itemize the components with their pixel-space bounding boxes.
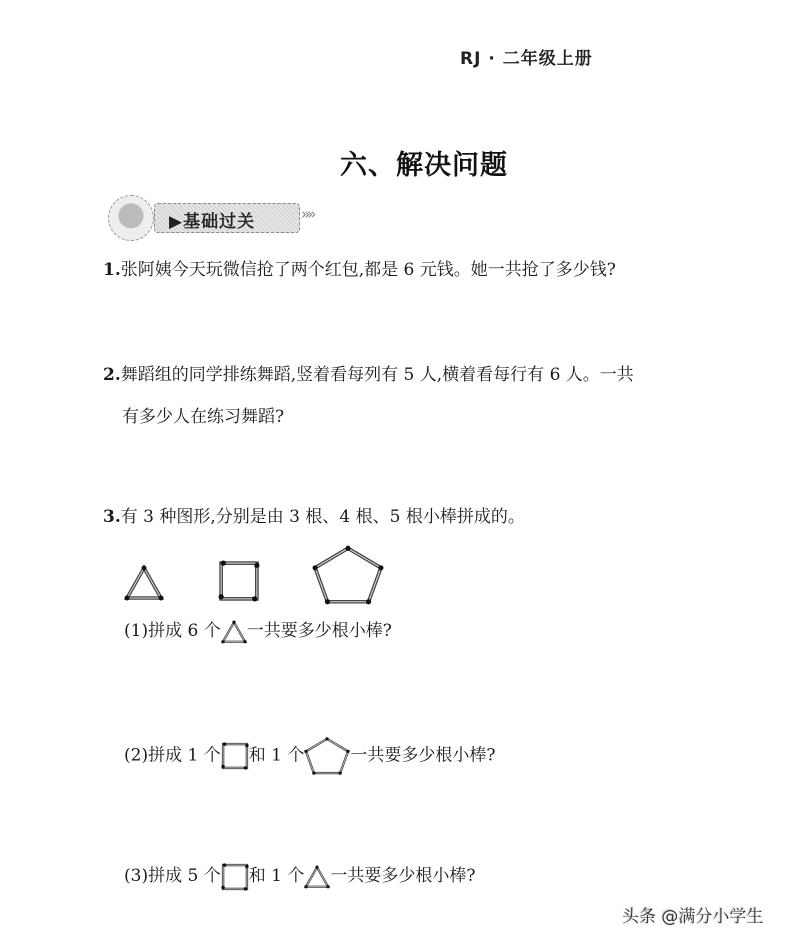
triangle-icon (304, 865, 330, 889)
question-number: 1. (103, 260, 121, 280)
sub-question-middle: 和 1 个 (248, 745, 305, 766)
badge-label: ▶基础过关 (169, 212, 256, 232)
question-number: 3. (103, 507, 121, 527)
sub-question-suffix: 一共要多少根小棒? (350, 745, 496, 766)
sub-question-prefix: (1)拼成 6 个 (124, 621, 221, 641)
square-icon (221, 863, 249, 891)
triangle-icon (221, 620, 247, 644)
sub-question-1 (124, 614, 392, 648)
pentagon-icon (304, 736, 350, 776)
question-1 (103, 253, 616, 287)
mascot-icon (108, 195, 154, 241)
square-icon (221, 742, 249, 770)
square-icon (218, 560, 260, 602)
pentagon-icon (312, 545, 384, 605)
sub-question-prefix: (2)拼成 1 个 (124, 745, 221, 766)
section-badge (108, 193, 318, 243)
question-text: 张阿姨今天玩微信抢了两个红包,都是 6 元钱。她一共抢了多少钱? (120, 260, 616, 280)
chevrons-icon: »» (301, 205, 314, 223)
sub-question-suffix: 一共要多少根小棒? (330, 866, 476, 886)
watermark: 头条 @满分小学生 (622, 907, 764, 927)
sub-question-3 (124, 859, 475, 893)
section-title: 六、解决问题 (340, 150, 508, 181)
sub-question-2 (124, 736, 495, 776)
question-number: 2. (103, 365, 121, 385)
question-2 (103, 358, 634, 434)
question-3 (103, 500, 525, 534)
book-grade-label: RJ · 二年级上册 (460, 49, 593, 69)
question-text: 有 3 种图形,分别是由 3 根、4 根、5 根小棒拼成的。 (120, 507, 525, 527)
question-text-line2: 有多少人在练习舞蹈? (122, 407, 285, 427)
question-text-line1: 舞蹈组的同学排练舞蹈,竖着看每列有 5 人,横着看每行有 6 人。一共 (120, 365, 634, 385)
triangle-icon (124, 564, 164, 602)
sub-question-middle: 和 1 个 (248, 866, 305, 886)
sub-question-prefix: (3)拼成 5 个 (124, 866, 221, 886)
sub-question-suffix: 一共要多少根小棒? (246, 621, 392, 641)
badge-pill (154, 203, 300, 233)
